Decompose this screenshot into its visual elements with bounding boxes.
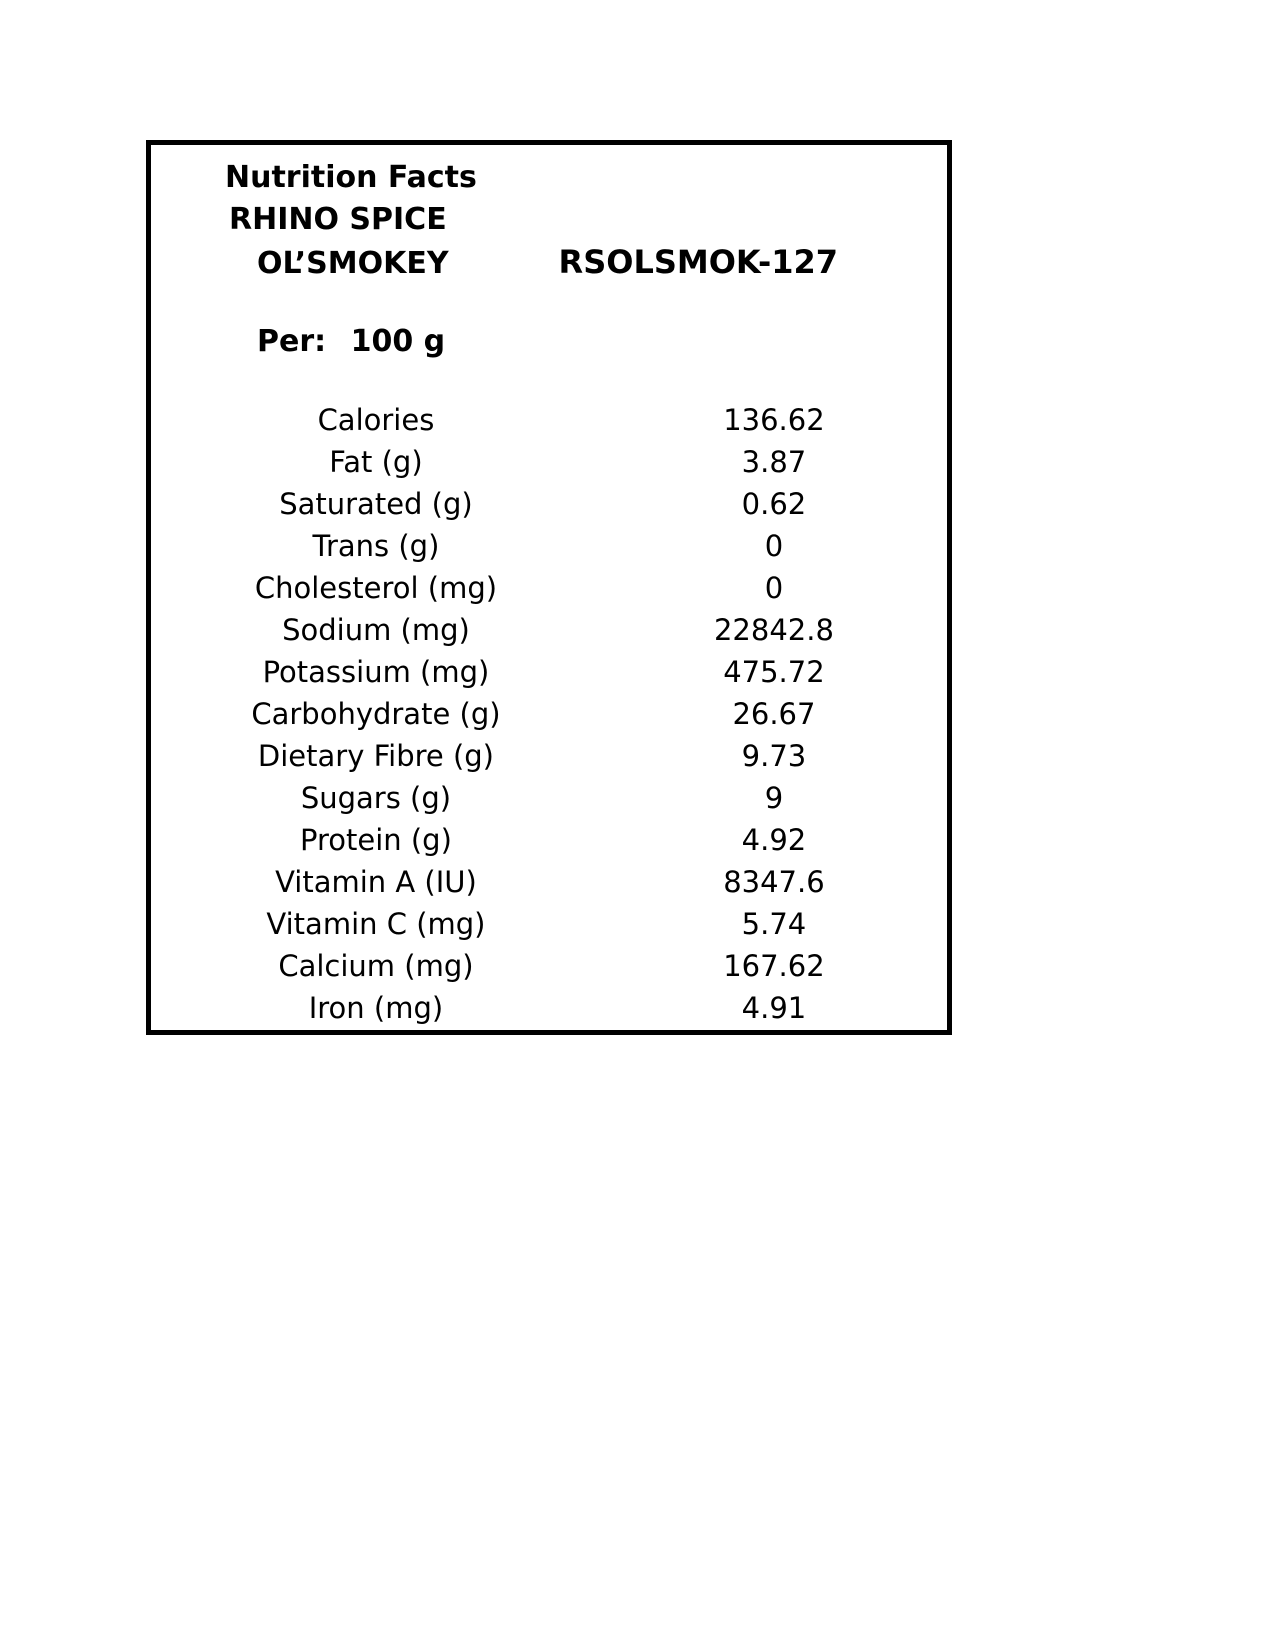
- table-row: [151, 441, 947, 483]
- nutrient-value: 0.62: [741, 487, 807, 521]
- nutrient-value: 9.73: [741, 739, 807, 773]
- serving-size-value: 100 g: [350, 324, 446, 359]
- nutrient-table: [151, 399, 947, 1029]
- nutrient-name: Calcium (mg): [278, 949, 474, 983]
- nutrition-facts-panel: [146, 140, 952, 1035]
- nutrient-value: 3.87: [741, 445, 807, 479]
- nutrient-value: 5.74: [741, 907, 807, 941]
- nutrient-name: Fat (g): [329, 445, 423, 479]
- nutrient-name: Trans (g): [312, 529, 440, 563]
- nutrient-name: Carbohydrate (g): [251, 697, 501, 731]
- nutrient-name: Vitamin A (IU): [275, 865, 477, 899]
- serving-size-label: Per:: [257, 324, 327, 359]
- table-row: [151, 609, 947, 651]
- table-row: [151, 399, 947, 441]
- table-row: [151, 945, 947, 987]
- nutrient-value: 8347.6: [723, 865, 825, 899]
- nutrient-value: 22842.8: [713, 613, 834, 647]
- product-name: OL’SMOKEY: [257, 246, 449, 281]
- nutrient-name: Potassium (mg): [262, 655, 490, 689]
- table-row: [151, 861, 947, 903]
- label-heading: [151, 145, 947, 285]
- sku-code: RSOLSMOK-127: [558, 243, 839, 281]
- nutrient-name: Protein (g): [299, 823, 452, 857]
- nutrient-value: 4.92: [741, 823, 807, 857]
- nutrient-name: Calories: [317, 403, 435, 437]
- nutrient-value: 9: [764, 781, 784, 815]
- nutrient-value: 167.62: [723, 949, 825, 983]
- nutrient-name: Sodium (mg): [282, 613, 470, 647]
- table-row: [151, 903, 947, 945]
- page-title: Nutrition Facts: [225, 160, 477, 195]
- table-row: [151, 819, 947, 861]
- nutrient-name: Saturated (g): [279, 487, 473, 521]
- nutrient-name: Dietary Fibre (g): [257, 739, 494, 773]
- table-row: [151, 651, 947, 693]
- nutrient-value: 26.67: [732, 697, 816, 731]
- product-row: [151, 241, 947, 285]
- nutrient-value: 4.91: [741, 991, 807, 1025]
- nutrient-name: Cholesterol (mg): [254, 571, 498, 605]
- table-row: [151, 483, 947, 525]
- nutrient-name: Vitamin C (mg): [266, 907, 486, 941]
- nutrient-value: 475.72: [723, 655, 825, 689]
- table-row: [151, 693, 947, 735]
- table-row: [151, 735, 947, 777]
- nutrient-name: Sugars (g): [300, 781, 452, 815]
- nutrient-value: 136.62: [723, 403, 825, 437]
- nutrient-value: 0: [764, 529, 784, 563]
- nutrient-name: Iron (mg): [308, 991, 444, 1025]
- nutrient-value: 0: [764, 571, 784, 605]
- table-row: [151, 987, 947, 1029]
- table-row: [151, 525, 947, 567]
- serving-size-row: [151, 321, 947, 363]
- brand-name: RHINO SPICE: [229, 202, 447, 237]
- table-row: [151, 567, 947, 609]
- table-row: [151, 777, 947, 819]
